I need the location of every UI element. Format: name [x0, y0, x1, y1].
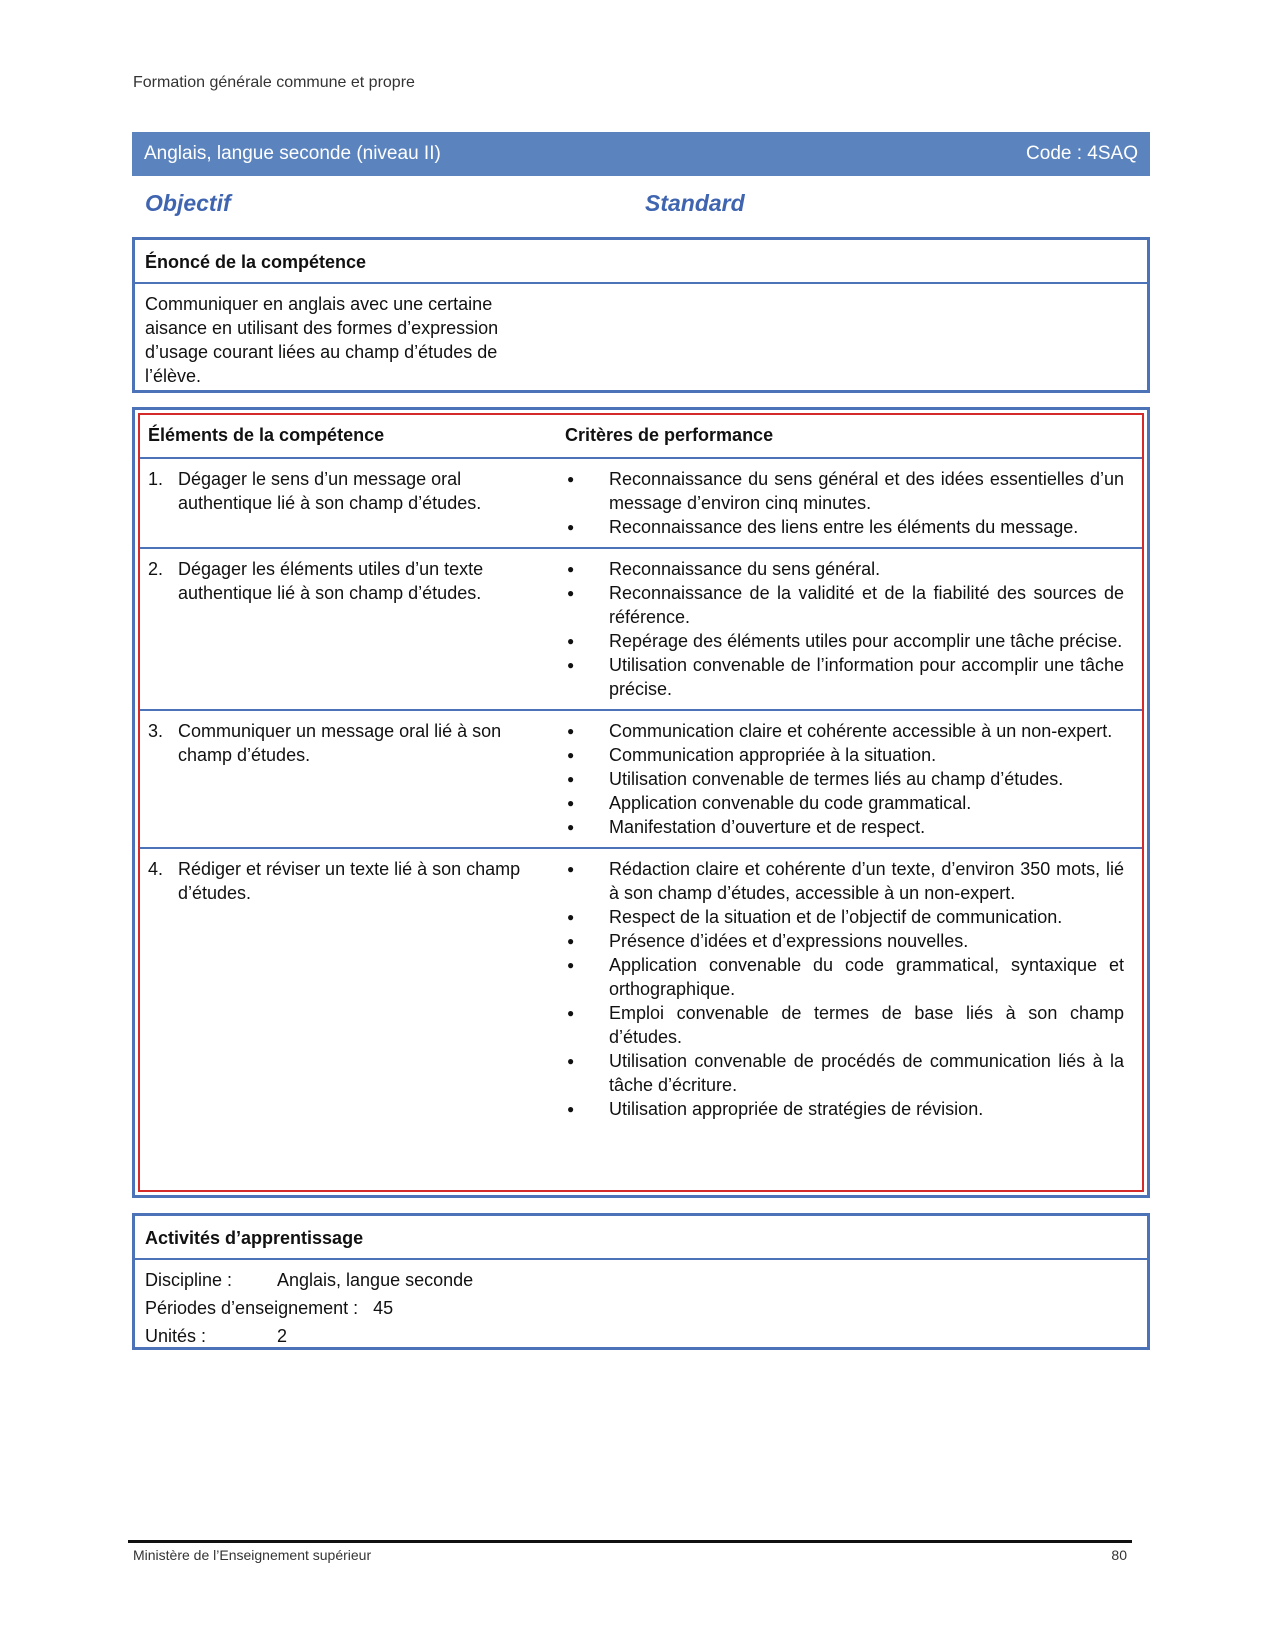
bullet-icon: ● [567, 1006, 575, 1020]
criterion-text: Application convenable du code grammatical, syntaxique et orthographique. [609, 955, 1124, 999]
criterion-text: Utilisation convenable de l’information pour accomplir une tâche précise. [609, 655, 1124, 699]
criterion-text: Utilisation convenable de procédés de communication liés à la tâche d’écriture. [609, 1051, 1124, 1095]
discipline-value: Anglais, langue seconde [277, 1270, 474, 1290]
bullet-icon: ● [567, 748, 575, 762]
page-number: 80 [1111, 1547, 1127, 1563]
discipline-label: Discipline : [145, 1270, 233, 1290]
bullet-icon: ● [567, 724, 575, 738]
criterion-item [565, 719, 1125, 743]
footer-ministry: Ministère de l’Enseignement supérieur [133, 1547, 372, 1563]
criterion-item [565, 1001, 1125, 1049]
element-number: 1. [148, 469, 164, 489]
objectif-label: Objectif [145, 190, 231, 216]
periodes-line [145, 1294, 1137, 1322]
criterion-text: Reconnaissance de la validité et de la fiabilité des sources de référence. [609, 583, 1124, 627]
element-description [140, 467, 565, 539]
criterion-text: Emploi convenable de termes de base liés à son champ d’études. [609, 1003, 1124, 1047]
criterion-item [565, 1049, 1125, 1097]
criterion-text: Communication appropriée à la situation. [609, 745, 937, 765]
criterion-text: Utilisation convenable de termes liés au champ d’études. [609, 769, 1064, 789]
criteria-list [565, 857, 1125, 1121]
bullet-icon: ● [567, 658, 575, 672]
criterion-text: Communication claire et cohérente accessible à un non-expert. [609, 721, 1113, 741]
element-description [140, 857, 565, 1121]
criterion-text: Utilisation appropriée de stratégies de révision. [609, 1099, 984, 1119]
criterion-text: Présence d’idées et d’expressions nouvelles. [609, 931, 969, 951]
footer-divider [128, 1540, 1132, 1543]
criterion-item [565, 905, 1125, 929]
criterion-item [565, 815, 1125, 839]
bullet-icon: ● [567, 796, 575, 810]
criteria-list [565, 467, 1125, 539]
bullet-icon: ● [567, 958, 575, 972]
objective-standard-header [145, 190, 745, 217]
bullet-icon: ● [567, 586, 575, 600]
element-text: Communiquer un message oral lié à son champ d’études. [178, 721, 502, 765]
criterion-item [565, 467, 1125, 515]
criterion-item [565, 767, 1125, 791]
unites-label: Unités : [145, 1326, 207, 1346]
element-number: 4. [148, 859, 164, 879]
element-number: 2. [148, 559, 164, 579]
bullet-icon: ● [567, 1102, 575, 1116]
activites-body [135, 1260, 1147, 1356]
unites-line [145, 1322, 1137, 1350]
periodes-label: Périodes d’enseignement : [145, 1298, 359, 1318]
element-text: Dégager le sens d’un message oral authentique lié à son champ d’études. [178, 469, 482, 513]
course-code: Code : 4SAQ [1026, 143, 1138, 164]
criterion-item [565, 791, 1125, 815]
element-number: 3. [148, 721, 164, 741]
elements-heading: Éléments de la compétence [148, 425, 385, 445]
criteria-heading: Critères de performance [565, 425, 774, 445]
criterion-item [565, 581, 1125, 629]
criterion-item [565, 929, 1125, 953]
bullet-icon: ● [567, 820, 575, 834]
criteria-list [565, 719, 1125, 839]
bullet-icon: ● [567, 472, 575, 486]
criterion-item [565, 857, 1125, 905]
criteria-list [565, 557, 1125, 701]
element-row [140, 849, 1142, 1129]
bullet-icon: ● [567, 520, 575, 534]
section-label: Formation générale commune et propre [133, 74, 415, 91]
criterion-item [565, 515, 1125, 539]
bullet-icon: ● [567, 562, 575, 576]
bullet-icon: ● [567, 910, 575, 924]
bullet-icon: ● [567, 862, 575, 876]
criterion-text: Reconnaissance du sens général. [609, 559, 881, 579]
page-footer [133, 1547, 1127, 1563]
enonce-box [132, 237, 1150, 393]
bullet-icon: ● [567, 934, 575, 948]
bullet-icon: ● [567, 772, 575, 786]
criterion-item [565, 1097, 1125, 1121]
discipline-line [145, 1266, 1137, 1294]
element-text: Dégager les éléments utiles d’un texte authentique lié à son champ d’études. [178, 559, 484, 603]
bullet-icon: ● [567, 634, 575, 648]
element-row [140, 711, 1142, 849]
elements-table [138, 413, 1144, 1192]
criterion-item [565, 953, 1125, 1001]
unites-value: 2 [277, 1326, 288, 1346]
activites-heading: Activités d’apprentissage [135, 1216, 1147, 1260]
criterion-item [565, 653, 1125, 701]
activites-box [132, 1213, 1150, 1350]
criterion-text: Reconnaissance du sens général et des idées essentielles d’un message d’environ cinq minutes. [609, 469, 1124, 513]
criterion-item [565, 557, 1125, 581]
periodes-value: 45 [373, 1298, 394, 1318]
elements-box [132, 407, 1150, 1198]
criterion-text: Rédaction claire et cohérente d’un texte, d’environ 350 mots, lié à son champ d’études, accessible à un non-expert. [609, 859, 1124, 903]
enonce-text: Communiquer en anglais avec une certaine aisance en utilisant des formes d’expression d’usage courant liées au champ d’études de l’élève. [145, 294, 499, 386]
standard-label: Standard [645, 190, 745, 216]
element-description [140, 557, 565, 701]
element-text: Rédiger et réviser un texte lié à son champ d’études. [178, 859, 521, 903]
criterion-item [565, 743, 1125, 767]
enonce-heading: Énoncé de la compétence [135, 240, 1147, 284]
criterion-text: Application convenable du code grammatical. [609, 793, 972, 813]
element-row [140, 459, 1142, 549]
element-description [140, 719, 565, 839]
criterion-text: Respect de la situation et de l’objectif de communication. [609, 907, 1063, 927]
criterion-text: Manifestation d’ouverture et de respect. [609, 817, 926, 837]
course-title: Anglais, langue seconde (niveau II) [144, 143, 441, 164]
criterion-text: Reconnaissance des liens entre les éléments du message. [609, 517, 1079, 537]
element-row [140, 549, 1142, 711]
course-title-bar [132, 132, 1150, 176]
criterion-text: Repérage des éléments utiles pour accomplir une tâche précise. [609, 631, 1123, 651]
elements-table-header [140, 415, 1142, 459]
criterion-item [565, 629, 1125, 653]
bullet-icon: ● [567, 1054, 575, 1068]
